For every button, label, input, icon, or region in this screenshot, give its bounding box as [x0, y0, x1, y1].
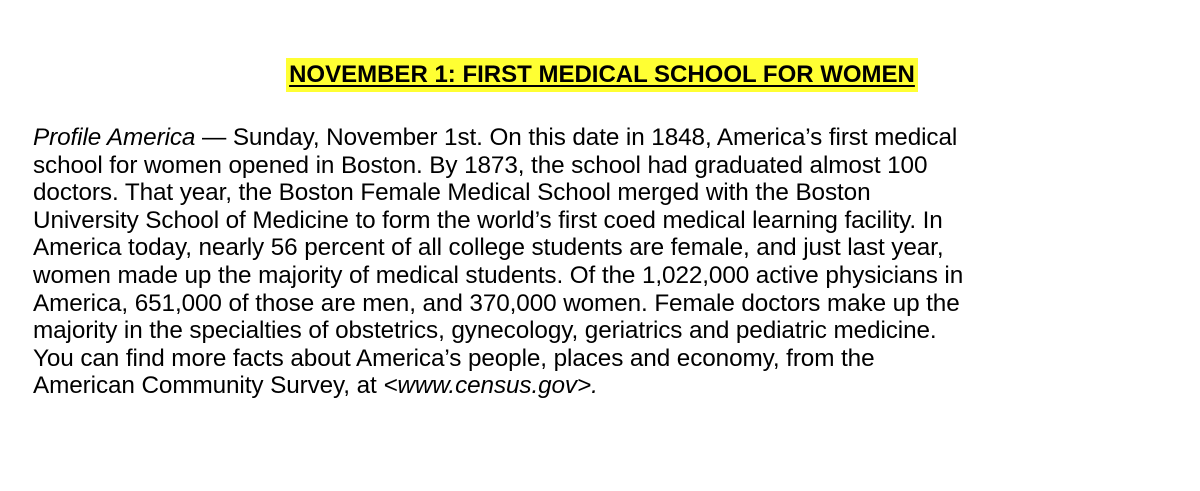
- body-line-3: doctors. That year, the Boston Female Medical School merged with the Boston: [33, 179, 871, 207]
- body-line-10-text: American Community Survey, at: [33, 372, 384, 400]
- body-paragraph: [33, 124, 1173, 400]
- title-container: [17, 58, 1187, 92]
- body-line-5: America today, nearly 56 percent of all college students are female, and just last year,: [33, 234, 944, 262]
- body-line-1: [33, 124, 1173, 152]
- body-line-10: [33, 372, 1173, 400]
- document-page: [33, 58, 1173, 400]
- body-line-9: You can find more facts about America’s people, places and economy, from the: [33, 344, 875, 372]
- body-line-8: majority in the specialties of obstetrics, gynecology, geriatrics and pediatric medicine.: [33, 317, 937, 345]
- body-line-4: University School of Medicine to form the world’s first coed medical learning facility. In: [33, 206, 943, 234]
- body-line-7: America, 651,000 of those are men, and 370,000 women. Female doctors make up the: [33, 289, 960, 317]
- document-title: NOVEMBER 1: FIRST MEDICAL SCHOOL FOR WOMEN: [286, 58, 918, 92]
- body-line-2: school for women opened in Boston. By 1873, the school had graduated almost 100: [33, 151, 928, 179]
- census-url-link[interactable]: <www.census.gov>.: [383, 372, 598, 400]
- program-name: Profile America: [33, 124, 196, 151]
- body-line-6: women made up the majority of medical students. Of the 1,022,000 active physicians in: [33, 261, 964, 289]
- body-line-1-text: — Sunday, November 1st. On this date in 1848, America’s first medical: [195, 124, 958, 151]
